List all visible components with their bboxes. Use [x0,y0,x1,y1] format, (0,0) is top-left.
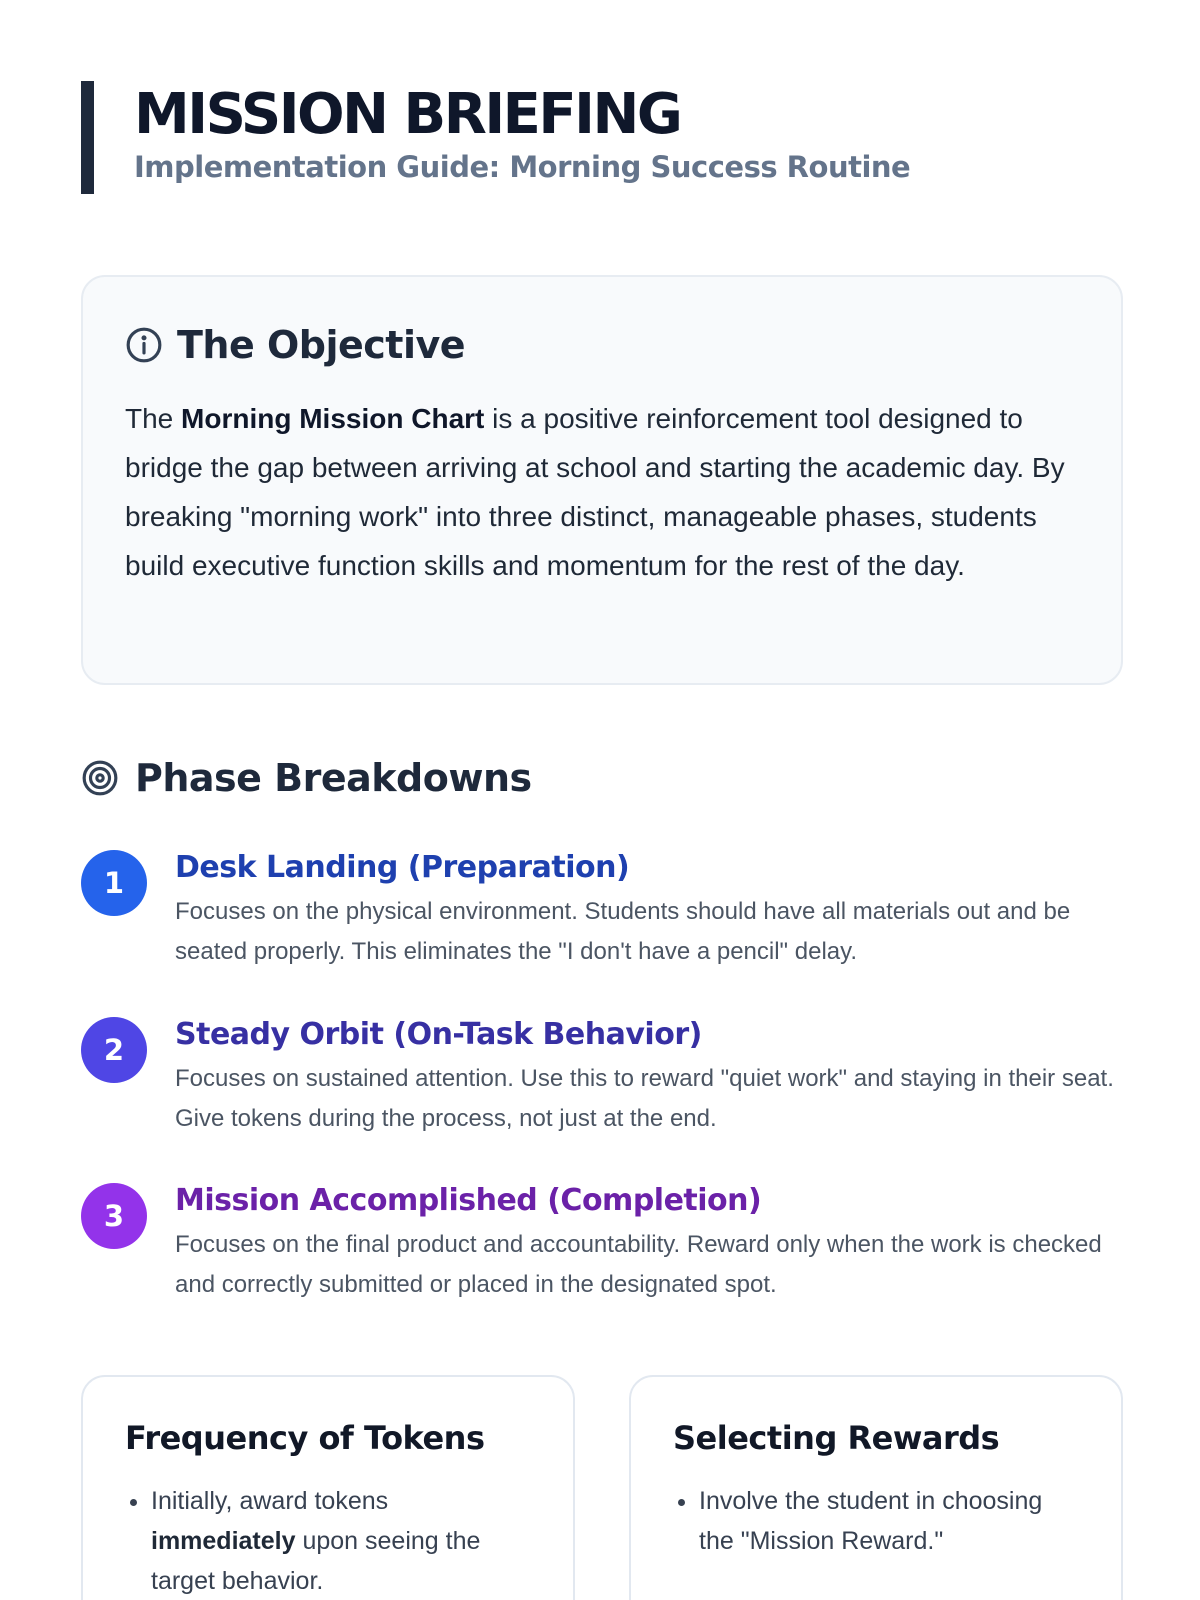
frequency-list [125,1481,533,1600]
page-subtitle: Implementation Guide: Morning Success Routine [134,150,911,184]
phase-number-badge: 2 [81,1017,147,1083]
phase-item [81,1181,1123,1321]
phase-item [81,848,1123,988]
objective-text-rest: is a positive reinforcement tool designed to bridge the gap between arriving at school and starting the academic day. By breaking "morning work" into three distinct, manageable phases, students build executive function skills and momentum for the rest of the day. [125,403,1065,581]
phases-heading [81,752,532,804]
objective-heading [125,320,1079,370]
objective-title: The Objective [177,323,466,367]
rewards-card [629,1375,1123,1600]
phase-title: Steady Orbit (On-Task Behavior) [175,1017,702,1052]
phase-title: Desk Landing (Preparation) [175,850,630,885]
info-icon [125,326,163,364]
phase-item [81,1015,1123,1155]
target-icon [81,759,119,797]
page-title: MISSION BRIEFING [134,82,681,147]
phase-description: Focuses on the physical environment. Students should have all materials out and be seated properly. This eliminates the "I don't have a pencil" delay. [175,898,1071,965]
objective-text-highlight: Morning Mission Chart [181,403,485,434]
list-item-text: Initially, award tokens [151,1487,389,1515]
list-item-emphasis: immediately [151,1527,296,1555]
phase-description: Focuses on sustained attention. Use this to reward "quiet work" and staying in their seat. Give tokens during the process, not just at the end. [175,1065,1114,1132]
list-item [151,1481,533,1600]
rewards-list [673,1481,1081,1561]
phase-title: Mission Accomplished (Completion) [175,1183,762,1218]
list-item-text: upon seeing the target behavior. [151,1527,481,1595]
phase-number-badge: 1 [81,850,147,916]
objective-text-start: The [125,403,182,434]
frequency-card-title: Frequency of Tokens [125,1419,485,1457]
list-item: • Involve the student in choosing the "Mission Reward." [699,1481,1081,1561]
page-header [81,81,910,194]
objective-text [125,394,1079,590]
frequency-card [81,1375,575,1600]
phases-title: Phase Breakdowns [135,756,532,800]
rewards-card-title: Selecting Rewards [673,1419,1000,1457]
phase-number-badge: 3 [81,1183,147,1249]
objective-card [81,275,1123,685]
phase-description: Focuses on the final product and accountability. Reward only when the work is checked and correctly submitted or placed in the designated spot. [175,1231,1102,1298]
